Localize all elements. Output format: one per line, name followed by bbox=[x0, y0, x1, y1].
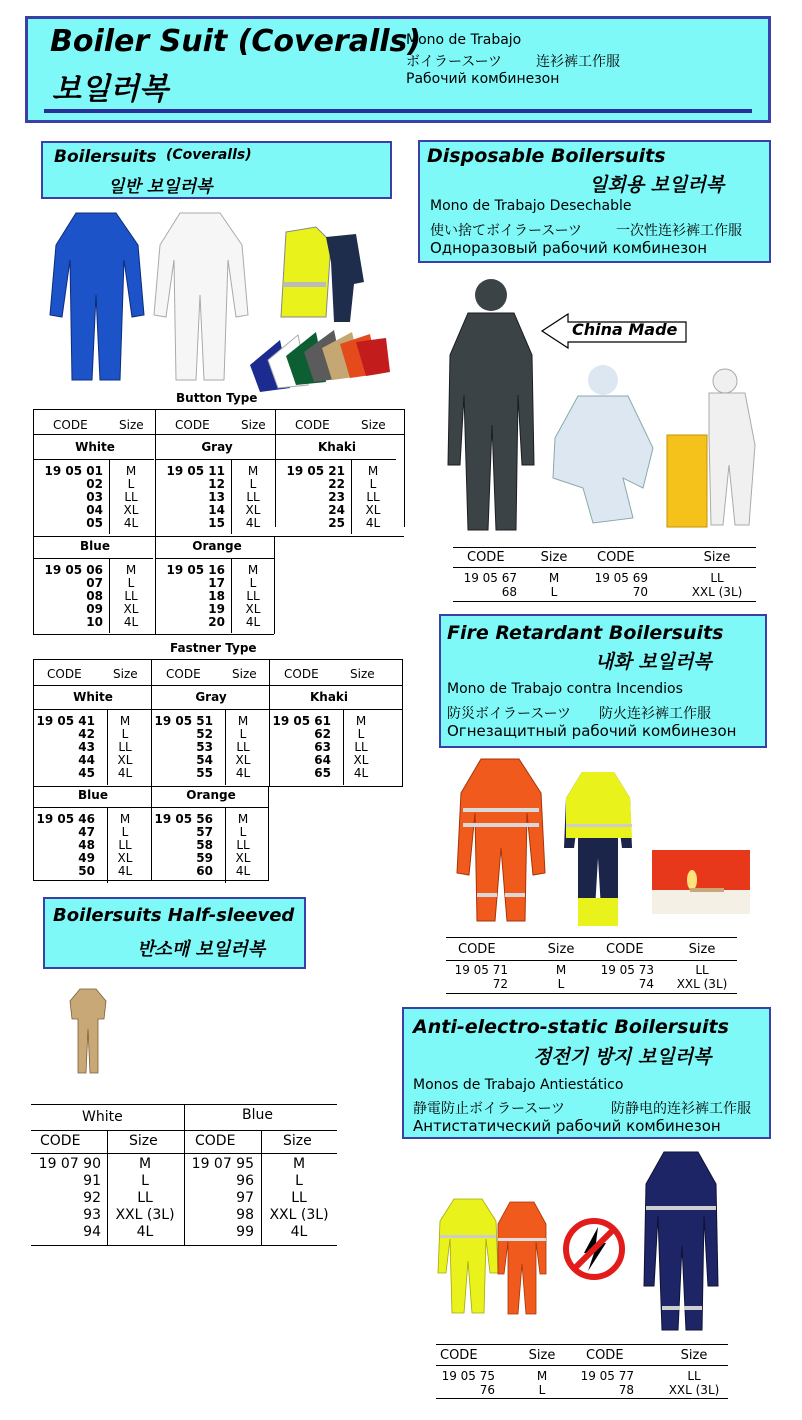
product-size: XL bbox=[117, 753, 133, 767]
group-rule bbox=[33, 709, 151, 710]
product-code: 72 bbox=[492, 977, 508, 991]
product-size: L bbox=[538, 1383, 546, 1397]
product-code: 92 bbox=[83, 1190, 101, 1206]
product-code: 99 bbox=[236, 1224, 254, 1240]
half-size-header-2: Size bbox=[283, 1133, 312, 1149]
product-code: 19 05 77 bbox=[580, 1369, 634, 1383]
color-samples-image bbox=[250, 330, 390, 392]
product-code: 12 bbox=[208, 477, 225, 491]
product-size: LL bbox=[687, 1369, 701, 1383]
group-rule bbox=[151, 807, 269, 808]
product-code: 19 05 16 bbox=[166, 563, 225, 577]
half-col-divider bbox=[184, 1104, 185, 1245]
product-code: 63 bbox=[314, 740, 331, 754]
disposable-bottom-rule bbox=[453, 601, 756, 602]
half-header-rule bbox=[31, 1153, 337, 1154]
orange-antistatic-suit-image bbox=[496, 1198, 548, 1316]
product-code: 07 bbox=[86, 576, 103, 590]
header-spanish: Mono de Trabajo bbox=[406, 32, 522, 48]
product-code: 09 bbox=[86, 602, 103, 616]
product-code: 19 05 69 bbox=[594, 571, 648, 585]
product-size: LL bbox=[124, 490, 138, 504]
china-made-label: China Made bbox=[572, 320, 678, 339]
color-label: Orange bbox=[192, 539, 242, 553]
product-size: M bbox=[138, 1156, 152, 1172]
product-code: 97 bbox=[236, 1190, 254, 1206]
column-divider bbox=[151, 659, 152, 880]
code-header: CODE bbox=[284, 667, 319, 681]
product-size: L bbox=[557, 977, 565, 991]
product-size: L bbox=[249, 576, 257, 590]
product-size: M bbox=[119, 812, 131, 826]
size-divider bbox=[225, 709, 226, 785]
product-size: XL bbox=[365, 503, 381, 517]
product-size: L bbox=[550, 585, 558, 599]
antistatic-header-rule bbox=[436, 1365, 728, 1366]
group-rule bbox=[269, 709, 402, 710]
antistatic-top-rule bbox=[436, 1344, 728, 1345]
product-size: XL bbox=[123, 503, 139, 517]
product-size: L bbox=[239, 825, 247, 839]
fire-japanese: 防災ボイラースーツ bbox=[447, 706, 572, 722]
disposable-russian: Одноразовый рабочий комбинезон bbox=[430, 239, 708, 257]
product-code: 19 05 71 bbox=[454, 963, 508, 977]
code-header: CODE bbox=[166, 667, 201, 681]
size-header: Size bbox=[547, 942, 575, 957]
product-code: 94 bbox=[83, 1224, 101, 1240]
product-size: 4L bbox=[235, 766, 251, 780]
navy-antistatic-suit-image bbox=[642, 1146, 720, 1332]
half-mid-rule bbox=[31, 1130, 337, 1131]
half-white-label: White bbox=[82, 1109, 123, 1125]
fire-title: Fire Retardant Boilersuits bbox=[447, 622, 724, 644]
product-code: 19 05 75 bbox=[441, 1369, 495, 1383]
disposable-header-rule bbox=[453, 567, 756, 568]
product-code: 45 bbox=[78, 766, 95, 780]
product-size: L bbox=[357, 727, 365, 741]
product-code: 04 bbox=[86, 503, 103, 517]
product-size: LL bbox=[354, 740, 368, 754]
product-code: 19 05 01 bbox=[44, 464, 103, 478]
page-title-korean: 보일러복 bbox=[52, 72, 168, 107]
code-header: CODE bbox=[586, 1348, 624, 1363]
disposable-spanish: Mono de Trabajo Desechable bbox=[430, 198, 632, 214]
size-divider bbox=[231, 459, 232, 534]
product-size: XL bbox=[123, 602, 139, 616]
product-size: 4L bbox=[365, 516, 381, 530]
disposable-chinese: 一次性连衫裤工作服 bbox=[616, 223, 742, 239]
product-size: 4L bbox=[117, 864, 133, 878]
size-header: Size bbox=[241, 418, 266, 432]
size-divider bbox=[107, 807, 108, 883]
fire-bottom-rule bbox=[446, 993, 737, 994]
product-size: LL bbox=[291, 1190, 307, 1206]
column-divider bbox=[268, 786, 269, 880]
size-header: Size bbox=[232, 667, 257, 681]
product-code: 49 bbox=[78, 851, 95, 865]
column-divider bbox=[269, 659, 270, 787]
product-code: 05 bbox=[86, 516, 103, 530]
product-code: 17 bbox=[208, 576, 225, 590]
product-size: XL bbox=[117, 851, 133, 865]
antistatic-russian: Антистатический рабочий комбинезон bbox=[413, 1117, 721, 1135]
product-size: XXL (3L) bbox=[676, 977, 728, 991]
product-size: M bbox=[548, 571, 560, 585]
product-code: 02 bbox=[86, 477, 103, 491]
product-code: 74 bbox=[638, 977, 654, 991]
product-code: 19 05 51 bbox=[154, 714, 213, 728]
column-divider bbox=[33, 409, 34, 634]
product-size: 4L bbox=[245, 615, 261, 629]
fastner-type-header-rule bbox=[33, 685, 402, 686]
product-code: 19 05 73 bbox=[600, 963, 654, 977]
product-size: M bbox=[119, 714, 131, 728]
size-divider bbox=[109, 459, 110, 534]
product-size: 4L bbox=[353, 766, 369, 780]
product-code: 42 bbox=[78, 727, 95, 741]
product-size: M bbox=[237, 812, 249, 826]
fire-russian: Огнезащитный рабочий комбинезон bbox=[447, 722, 737, 740]
product-size: XL bbox=[245, 602, 261, 616]
white-disposable-crouching-image bbox=[543, 358, 663, 528]
fire-spanish: Mono de Trabajo contra Incendios bbox=[447, 681, 683, 697]
size-header: Size bbox=[350, 667, 375, 681]
code-header: CODE bbox=[53, 418, 88, 432]
product-code: 19 07 95 bbox=[191, 1156, 254, 1172]
disposable-title-korean: 일회용 보일러복 bbox=[589, 174, 725, 196]
product-size: LL bbox=[118, 740, 132, 754]
orange-fire-suit-image bbox=[453, 753, 548, 923]
product-code: 19 05 46 bbox=[36, 812, 95, 826]
product-code: 08 bbox=[86, 589, 103, 603]
product-size: 4L bbox=[245, 516, 261, 530]
product-size: XXL (3L) bbox=[115, 1207, 175, 1223]
group-rule bbox=[275, 459, 396, 460]
product-size: M bbox=[247, 464, 259, 478]
product-size: L bbox=[249, 477, 257, 491]
product-code: 19 05 21 bbox=[286, 464, 345, 478]
product-code: 18 bbox=[208, 589, 225, 603]
antistatic-japanese: 静電防止ボイラースーツ bbox=[413, 1101, 566, 1117]
product-code: 43 bbox=[78, 740, 95, 754]
product-size: L bbox=[141, 1173, 149, 1189]
fire-title-korean: 내화 보일러복 bbox=[595, 651, 712, 673]
size-header: Size bbox=[540, 550, 568, 565]
column-divider bbox=[155, 409, 156, 634]
column-divider bbox=[404, 409, 405, 527]
product-code: 93 bbox=[83, 1207, 101, 1223]
code-header: CODE bbox=[440, 1348, 478, 1363]
product-code: 53 bbox=[196, 740, 213, 754]
product-code: 50 bbox=[78, 864, 95, 878]
product-size: 4L bbox=[123, 615, 139, 629]
column-divider bbox=[275, 409, 276, 527]
size-header: Size bbox=[113, 667, 138, 681]
size-header: Size bbox=[119, 418, 144, 432]
product-code: 91 bbox=[83, 1173, 101, 1189]
size-header: Size bbox=[528, 1348, 556, 1363]
color-label: White bbox=[75, 440, 115, 454]
half-size-divider-2 bbox=[261, 1130, 262, 1245]
half-bottom-rule bbox=[31, 1245, 337, 1246]
header-japanese: ボイラースーツ bbox=[406, 54, 503, 70]
black-disposable-suit-image bbox=[446, 275, 536, 535]
product-code: 10 bbox=[86, 615, 103, 629]
group-rule bbox=[151, 709, 269, 710]
product-size: LL bbox=[366, 490, 380, 504]
button-type-top-rule bbox=[33, 409, 404, 410]
disposable-title: Disposable Boilersuits bbox=[427, 145, 666, 167]
product-size: 4L bbox=[136, 1224, 154, 1240]
disposable-top-rule bbox=[453, 547, 756, 548]
product-size: M bbox=[355, 714, 367, 728]
half-size-header-1: Size bbox=[129, 1133, 158, 1149]
product-code: 14 bbox=[208, 503, 225, 517]
size-header: Size bbox=[361, 418, 386, 432]
product-size: M bbox=[555, 963, 567, 977]
product-size: XL bbox=[235, 851, 251, 865]
product-size: LL bbox=[246, 589, 260, 603]
fastner-type-label: Fastner Type bbox=[170, 641, 257, 655]
product-code: 19 05 41 bbox=[36, 714, 95, 728]
product-code: 60 bbox=[196, 864, 213, 878]
antistatic-bottom-rule bbox=[436, 1398, 728, 1399]
group-rule bbox=[33, 558, 153, 559]
color-label: Orange bbox=[186, 788, 236, 802]
product-size: LL bbox=[710, 571, 724, 585]
blue-coverall-image bbox=[46, 205, 146, 385]
product-size: LL bbox=[118, 838, 132, 852]
product-code: 70 bbox=[632, 585, 648, 599]
product-code: 54 bbox=[196, 753, 213, 767]
group-bottom-rule bbox=[33, 634, 274, 635]
product-size: 4L bbox=[235, 864, 251, 878]
column-divider bbox=[33, 659, 34, 880]
product-code: 59 bbox=[196, 851, 213, 865]
fire-header-rule bbox=[446, 960, 737, 961]
size-divider bbox=[109, 558, 110, 633]
product-code: 52 bbox=[196, 727, 213, 741]
product-code: 78 bbox=[618, 1383, 634, 1397]
product-code: 62 bbox=[314, 727, 331, 741]
size-divider bbox=[231, 558, 232, 633]
header-russian: Рабочий комбинезон bbox=[406, 71, 560, 87]
product-code: 19 07 90 bbox=[38, 1156, 101, 1172]
header-chinese: 连衫裤工作服 bbox=[536, 54, 620, 70]
color-label: Gray bbox=[195, 690, 227, 704]
product-code: 96 bbox=[236, 1173, 254, 1189]
product-size: XL bbox=[245, 503, 261, 517]
size-divider bbox=[107, 709, 108, 785]
product-code: 03 bbox=[86, 490, 103, 504]
product-size: LL bbox=[695, 963, 709, 977]
general-title-paren: (Coveralls) bbox=[166, 147, 252, 163]
code-header: CODE bbox=[47, 667, 82, 681]
hiviz-jacket-image bbox=[276, 222, 366, 332]
white-coverall-image bbox=[150, 205, 250, 385]
column-divider bbox=[402, 659, 403, 787]
product-size: XXL (3L) bbox=[691, 585, 743, 599]
group-bottom-rule bbox=[33, 536, 404, 537]
color-label: Blue bbox=[78, 788, 108, 802]
antistatic-chinese: 防静电的连衫裤工作服 bbox=[611, 1101, 751, 1117]
general-title-korean: 일반 보일러복 bbox=[108, 177, 213, 197]
product-size: XL bbox=[235, 753, 251, 767]
code-header: CODE bbox=[458, 942, 496, 957]
button-type-header-rule bbox=[33, 434, 404, 435]
khaki-half-sleeve-image bbox=[68, 985, 108, 1075]
product-code: 48 bbox=[78, 838, 95, 852]
product-code: 20 bbox=[208, 615, 225, 629]
product-code: 19 05 06 bbox=[44, 563, 103, 577]
fire-top-rule bbox=[446, 937, 737, 938]
product-size: M bbox=[247, 563, 259, 577]
no-static-symbol-icon bbox=[562, 1217, 626, 1281]
product-size: 4L bbox=[290, 1224, 308, 1240]
group-rule bbox=[155, 558, 275, 559]
half-sleeved-title: Boilersuits Half-sleeved bbox=[53, 905, 295, 926]
product-size: LL bbox=[236, 740, 250, 754]
fire-chinese: 防火连衫裤工作服 bbox=[599, 706, 711, 722]
size-divider bbox=[351, 459, 352, 534]
code-header: CODE bbox=[606, 942, 644, 957]
product-code: 24 bbox=[328, 503, 345, 517]
product-code: 98 bbox=[236, 1207, 254, 1223]
page-title: Boiler Suit (Coveralls) bbox=[50, 24, 422, 59]
product-size: L bbox=[369, 477, 377, 491]
color-label: White bbox=[73, 690, 113, 704]
product-size: M bbox=[237, 714, 249, 728]
half-sleeved-title-korean: 반소매 보일러복 bbox=[137, 939, 265, 960]
product-size: L bbox=[121, 825, 129, 839]
size-divider bbox=[225, 807, 226, 883]
color-label: Blue bbox=[80, 539, 110, 553]
product-code: 64 bbox=[314, 753, 331, 767]
product-code: 55 bbox=[196, 766, 213, 780]
group-rule bbox=[33, 807, 151, 808]
size-header: Size bbox=[680, 1348, 708, 1363]
size-header: Size bbox=[703, 550, 731, 565]
color-label: Khaki bbox=[309, 690, 349, 704]
product-size: XXL (3L) bbox=[269, 1207, 329, 1223]
group-bottom-rule bbox=[33, 786, 402, 787]
product-code: 76 bbox=[479, 1383, 495, 1397]
product-size: M bbox=[536, 1369, 548, 1383]
product-code: 44 bbox=[78, 753, 95, 767]
half-size-divider-1 bbox=[107, 1130, 108, 1245]
half-code-header-1: CODE bbox=[40, 1133, 81, 1149]
yellow-antistatic-suit-image bbox=[436, 1195, 500, 1315]
antistatic-spanish: Monos de Trabajo Antiestático bbox=[413, 1077, 624, 1093]
product-size: LL bbox=[246, 490, 260, 504]
size-header: Size bbox=[688, 942, 716, 957]
product-code: 13 bbox=[208, 490, 225, 504]
product-size: M bbox=[125, 563, 137, 577]
half-code-header-2: CODE bbox=[195, 1133, 236, 1149]
product-code: 15 bbox=[208, 516, 225, 530]
color-label: Gray bbox=[201, 440, 233, 454]
product-size: L bbox=[295, 1173, 303, 1189]
product-size: L bbox=[121, 727, 129, 741]
product-code: 19 bbox=[208, 602, 225, 616]
group-rule bbox=[155, 459, 276, 460]
product-size: L bbox=[127, 477, 135, 491]
product-size: L bbox=[239, 727, 247, 741]
half-blue-label: Blue bbox=[242, 1107, 273, 1123]
antistatic-title-korean: 정전기 방지 보일러복 bbox=[533, 1046, 712, 1068]
product-code: 19 05 67 bbox=[463, 571, 517, 585]
product-size: 4L bbox=[123, 516, 139, 530]
product-code: 58 bbox=[196, 838, 213, 852]
product-code: 22 bbox=[328, 477, 345, 491]
header-underline bbox=[44, 109, 752, 113]
product-size: 4L bbox=[117, 766, 133, 780]
size-divider bbox=[343, 709, 344, 785]
button-type-label: Button Type bbox=[176, 391, 258, 405]
fastner-type-top-rule bbox=[33, 659, 402, 660]
disposable-japanese: 使い捨てボイラースーツ bbox=[430, 223, 583, 239]
product-code: 19 05 56 bbox=[154, 812, 213, 826]
product-code: 19 05 61 bbox=[272, 714, 331, 728]
code-header: CODE bbox=[467, 550, 505, 565]
product-size: M bbox=[367, 464, 379, 478]
general-title: Boilersuits bbox=[54, 147, 157, 167]
product-size: M bbox=[125, 464, 137, 478]
group-bottom-rule bbox=[33, 880, 269, 881]
product-code: 23 bbox=[328, 490, 345, 504]
product-size: XXL (3L) bbox=[668, 1383, 720, 1397]
product-size: LL bbox=[137, 1190, 153, 1206]
code-header: CODE bbox=[295, 418, 330, 432]
product-size: LL bbox=[236, 838, 250, 852]
product-code: 57 bbox=[196, 825, 213, 839]
column-divider bbox=[274, 536, 275, 634]
antistatic-title: Anti-electro-static Boilersuits bbox=[413, 1016, 729, 1038]
group-rule bbox=[33, 459, 154, 460]
product-code: 25 bbox=[328, 516, 345, 530]
yellow-navy-fire-suit-image bbox=[562, 768, 634, 928]
code-header: CODE bbox=[175, 418, 210, 432]
product-size: L bbox=[127, 576, 135, 590]
match-flame-image bbox=[652, 850, 750, 914]
color-label: Khaki bbox=[317, 440, 357, 454]
white-suit-with-bag-image bbox=[665, 365, 760, 530]
product-code: 65 bbox=[314, 766, 331, 780]
product-size: M bbox=[292, 1156, 306, 1172]
product-code: 47 bbox=[78, 825, 95, 839]
product-size: XL bbox=[353, 753, 369, 767]
product-code: 19 05 11 bbox=[166, 464, 225, 478]
product-code: 68 bbox=[501, 585, 517, 599]
product-size: LL bbox=[124, 589, 138, 603]
code-header: CODE bbox=[597, 550, 635, 565]
